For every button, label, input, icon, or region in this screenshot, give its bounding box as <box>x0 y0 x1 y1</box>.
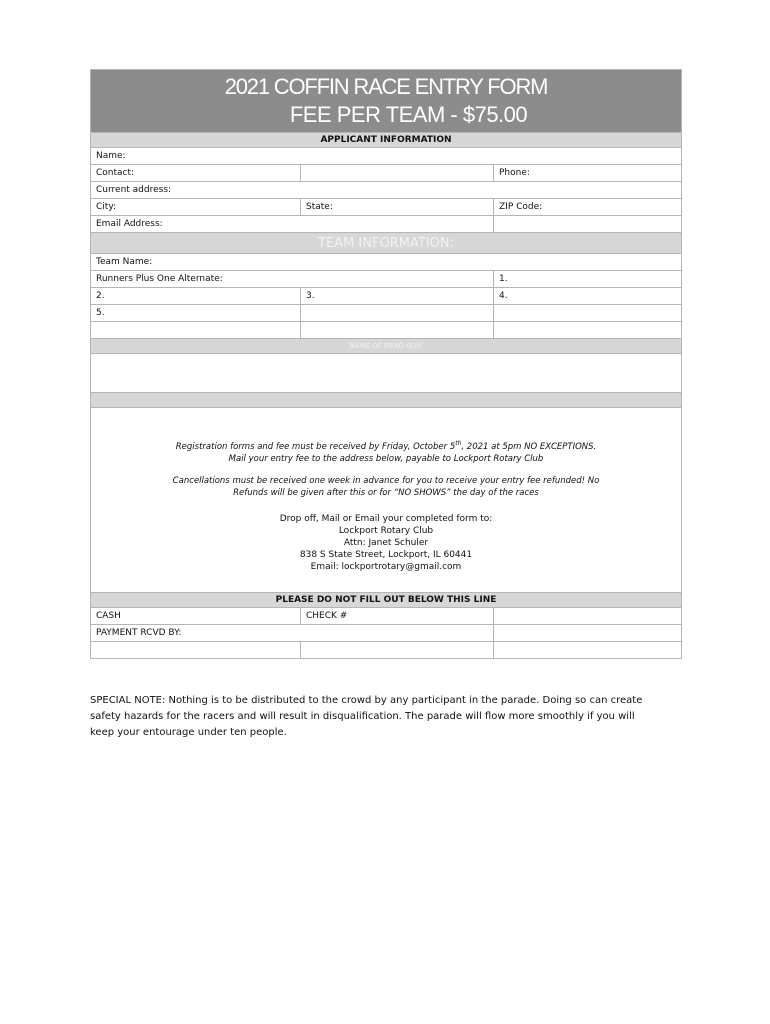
phone-label: Phone: <box>499 168 530 178</box>
name-field[interactable] <box>91 148 682 165</box>
office-blank-field[interactable] <box>91 642 301 659</box>
runner-1-field[interactable] <box>494 271 682 288</box>
runner-4-field[interactable] <box>494 288 682 305</box>
dead-guy-name-field[interactable] <box>91 354 682 393</box>
runner-4-label: 4. <box>499 291 508 301</box>
entry-form-table <box>90 69 682 659</box>
city-field[interactable] <box>91 199 301 216</box>
form-title-line1: 2021 COFFIN RACE ENTRY FORM <box>224 74 548 99</box>
state-field[interactable] <box>301 199 494 216</box>
zip-field[interactable] <box>494 199 682 216</box>
mail-fee-note: Mail your entry fee to the address below, payable to Lockport Rotary Club <box>228 453 544 464</box>
team-name-field[interactable] <box>91 254 682 271</box>
org-name: Lockport Rotary Club <box>338 525 434 536</box>
instructions-box <box>91 408 682 593</box>
attn-line: Attn: Janet Schuler <box>343 537 429 548</box>
contact-label: Contact: <box>91 165 301 182</box>
team-name-label: Team Name: <box>96 257 153 267</box>
city-label: City: <box>96 202 117 212</box>
street-address: 838 S State Street, Lockport, IL 60441 <box>299 549 473 560</box>
form-title <box>91 70 682 133</box>
runner-2-label: 2. <box>96 291 105 301</box>
runner-blank-field[interactable] <box>301 322 494 339</box>
office-blank-field[interactable] <box>494 608 682 625</box>
current-address-label: Current address: <box>96 185 172 195</box>
runner-blank-field[interactable] <box>91 322 301 339</box>
form-fee-line: FEE PER TEAM - $75.00 <box>289 102 528 127</box>
section-divider <box>91 393 682 408</box>
runner-5-field[interactable] <box>91 305 301 322</box>
contact-field[interactable] <box>301 165 494 182</box>
office-blank-field[interactable] <box>494 642 682 659</box>
phone-field[interactable] <box>494 165 682 182</box>
team-info-header: TEAM INFORMATION: <box>91 233 682 254</box>
drop-off-instructions: Drop off, Mail or Email your completed form to: <box>279 513 493 524</box>
check-field[interactable] <box>301 608 494 625</box>
runner-3-label: 3. <box>306 291 315 301</box>
cash-label: CASH <box>96 611 121 621</box>
zip-label: ZIP Code: <box>499 202 543 212</box>
cash-field[interactable] <box>91 608 301 625</box>
runner-blank-field[interactable] <box>494 305 682 322</box>
office-blank-field[interactable] <box>301 642 494 659</box>
refund-note: Refunds will be given after this or for “NO SHOWS” the day of the races <box>233 487 539 498</box>
name-label: Name: <box>96 151 126 161</box>
registration-text-end: , 2021 at 5pm NO EXCEPTIONS. <box>461 441 597 452</box>
date-suffix: th <box>455 440 462 447</box>
office-blank-field[interactable] <box>494 625 682 642</box>
email-label: Email Address: <box>96 219 163 229</box>
runner-3-field[interactable] <box>301 288 494 305</box>
entry-form <box>90 69 681 659</box>
runner-blank-field[interactable] <box>301 305 494 322</box>
special-note: SPECIAL NOTE: Nothing is to be distributed to the crowd by any participant in the parade. Doing so can create safety hazards for the racers and will result in disqualification. The parade will flow more smoothly if you will keep your entourage under ten people. <box>90 695 643 738</box>
runner-2-field[interactable] <box>91 288 301 305</box>
runners-label: Runners Plus One Alternate: <box>91 271 494 288</box>
check-label: CHECK # <box>306 611 348 621</box>
registration-deadline <box>101 438 671 453</box>
cancellation-note: Cancellations must be received one week in advance for you to receive your entry fee refunded! No <box>172 475 600 486</box>
registration-text: Registration forms and fee must be received by Friday, October 5 <box>175 441 456 452</box>
payment-rcvd-label: PAYMENT RCVD BY: <box>96 628 182 638</box>
email-extra-field[interactable] <box>494 216 682 233</box>
payment-rcvd-field[interactable] <box>91 625 494 642</box>
runner-1-label: 1. <box>499 274 508 284</box>
state-label: State: <box>306 202 333 212</box>
runner-5-label: 5. <box>96 308 105 318</box>
runner-blank-field[interactable] <box>494 322 682 339</box>
current-address-field[interactable] <box>91 182 682 199</box>
applicant-info-header: APPLICANT INFORMATION <box>91 133 682 148</box>
dead-guy-header: NAME OF DEAD GUY: <box>91 339 682 354</box>
email-field[interactable] <box>91 216 494 233</box>
office-use-header: PLEASE DO NOT FILL OUT BELOW THIS LINE <box>91 593 682 608</box>
contact-email: Email: lockportrotary@gmail.com <box>310 561 462 572</box>
